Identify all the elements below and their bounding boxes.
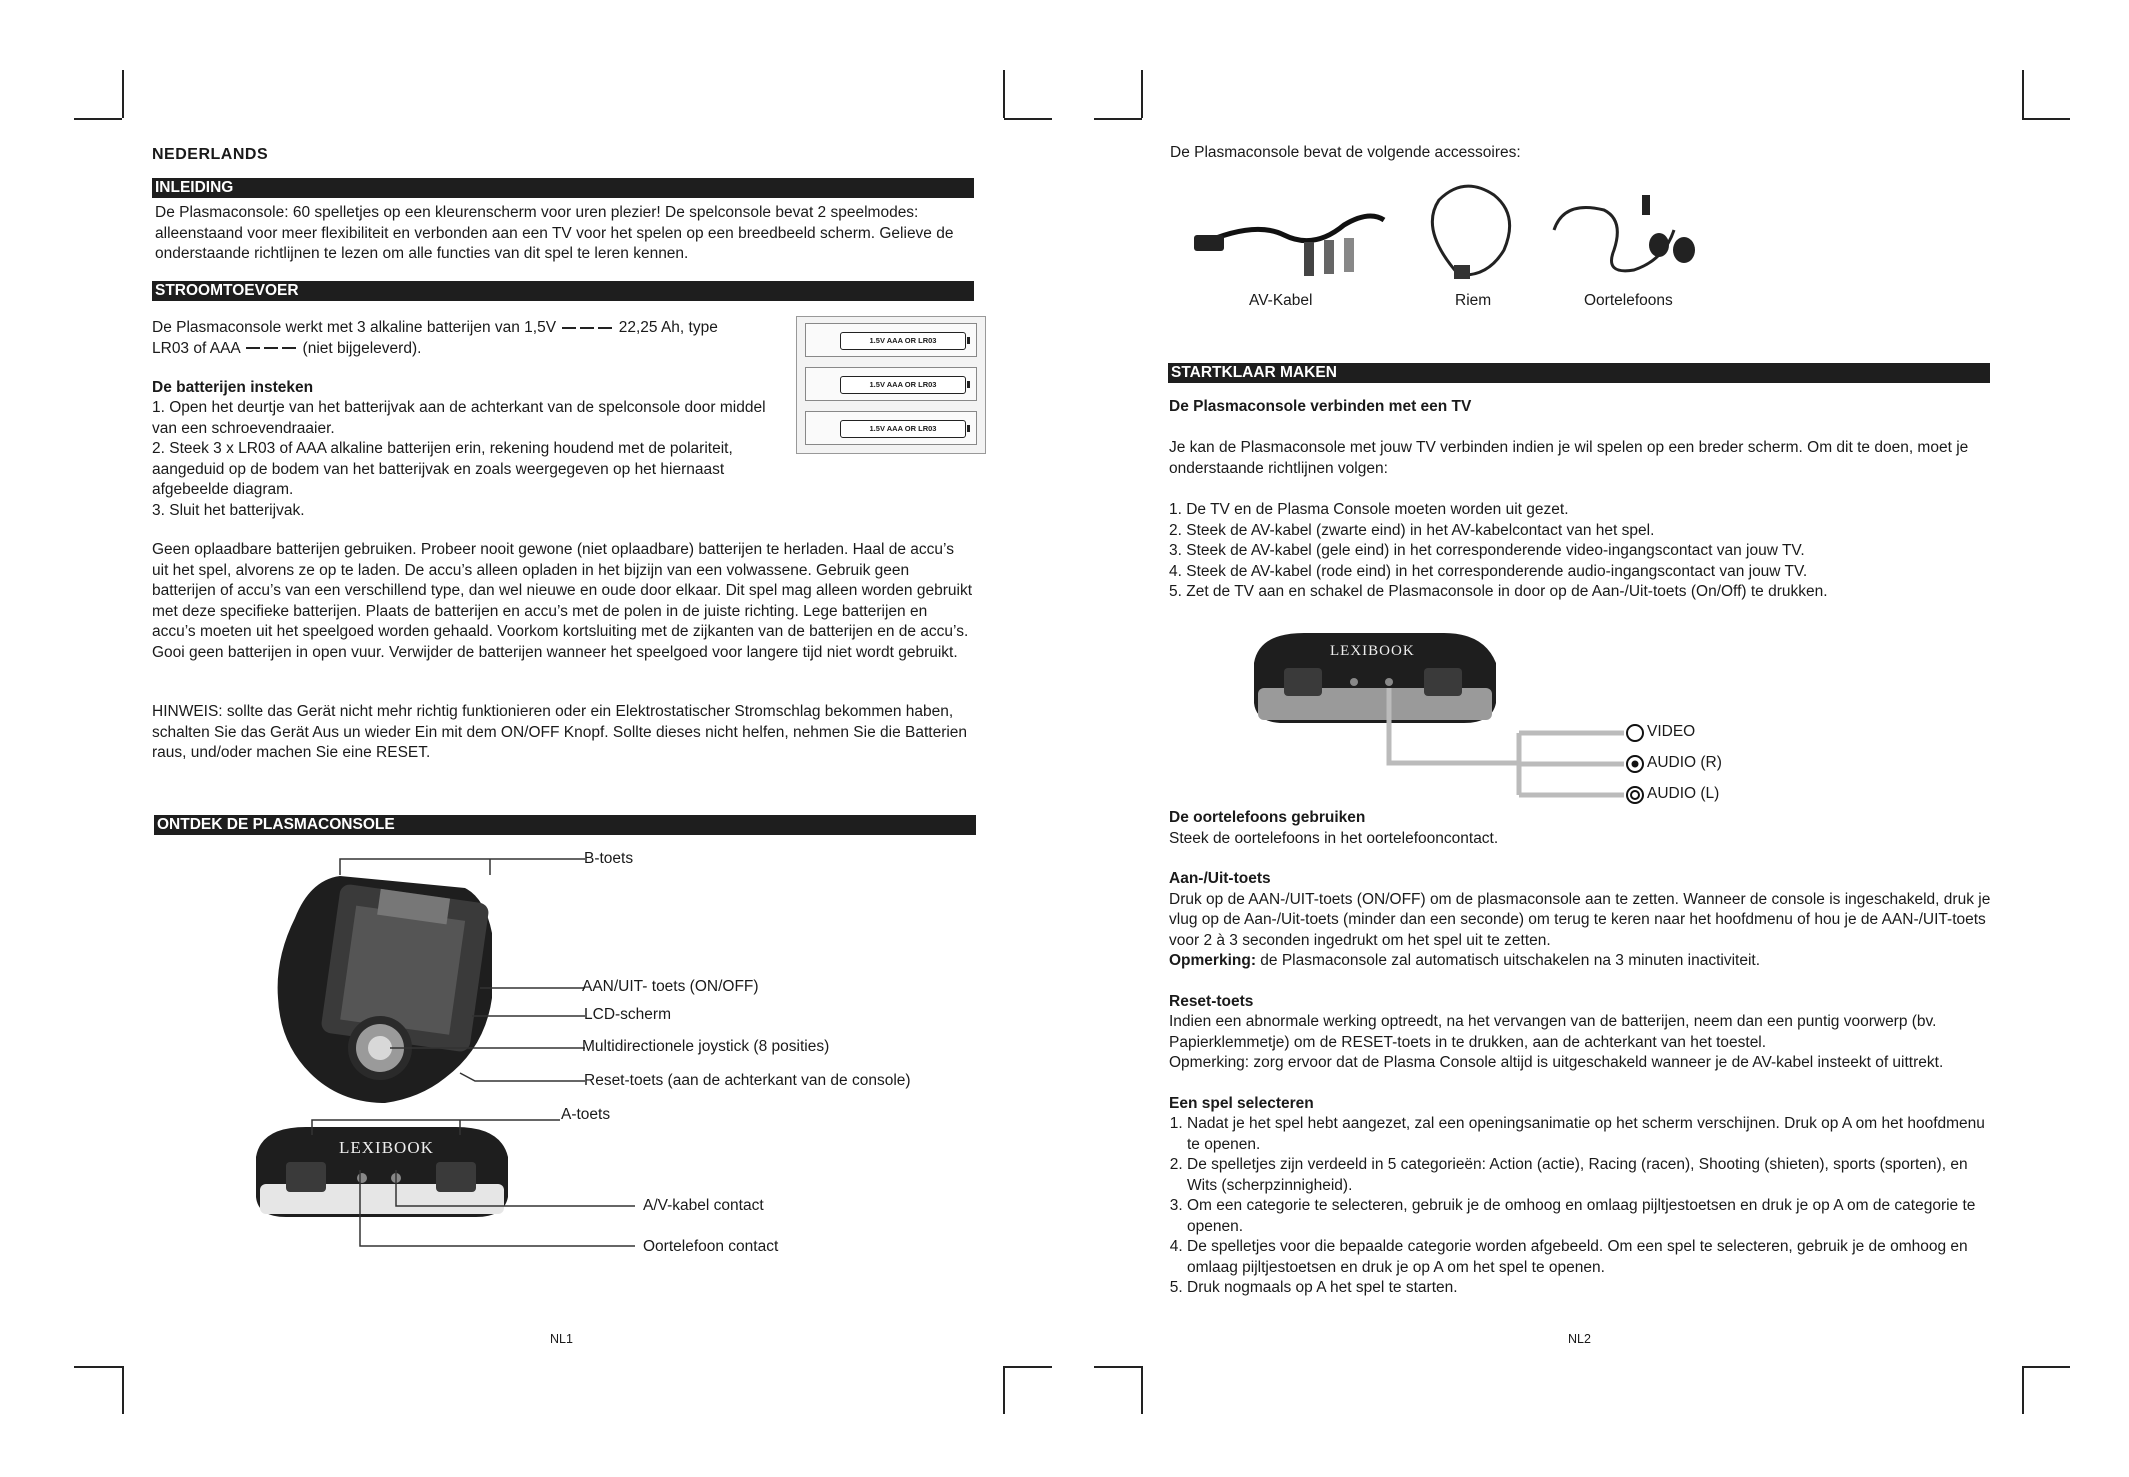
dc-symbol [244, 340, 298, 357]
hinweis-paragraph: HINWEIS: sollte das Gerät nicht mehr richtig funktionieren oder ein Elektrostatischer Stromschlag bekommen haben, schalten Sie das Gerät Aus un wieder Ein mit dem ON/OFF Knopf. Sollte dieses nicht helfen, nehmen Sie die Batterien raus, und/oder machen Sie eine RESET. [152, 703, 968, 761]
battery-slot [805, 411, 977, 445]
select-step: 2. De spelletjes zijn verdeeld in 5 categorieën: Action (actie), Racing (racen), Shooting (shieten), sports (sporten), en Wits (scherpzinnigheid). [1187, 1155, 1991, 1196]
tv-step: 3. Steek de AV-kabel (gele eind) in het corresponderende video-ingangscontact van jouw TV. [1169, 542, 1805, 559]
intro-paragraph: De Plasmaconsole: 60 spelletjes op een kleurenscherm voor uren plezier! De spelconsole bevat 2 speelmodes: alleenstaand voor meer flexibiliteit en verbonden aan een TV voor het spelen op een breedbeeld scherm. Gelieve de onderstaande richtlijnen te lezen om alle functies van dit spel te leren kennen. [155, 204, 954, 262]
tv-connection-diagram [1244, 628, 1724, 808]
tv-intro: Je kan de Plasmaconsole met jouw TV verbinden indien je wil spelen op een breder scherm. Om dit te doen, moet je onderstaande richtlijnen volgen: [1169, 439, 1969, 477]
reset-text: Indien een abnormale werking optreedt, na het vervangen van de batterijen, neem dan een puntig voorwerp (bv. Papierklemmetje) om de RESET-toets in te drukken, aan de achterkant van het toestel. [1169, 1013, 1937, 1051]
earphones-text: Steek de oortelefoons in het oortelefooncontact. [1169, 829, 1499, 847]
right-body [1169, 808, 1991, 1299]
accessory-label: Riem [1455, 292, 1492, 309]
power-heading: Aan-/Uit-toets [1169, 870, 1271, 887]
connector-audio-r: AUDIO (R) [1647, 754, 1722, 771]
label-earphone-contact: Oortelefoon contact [643, 1238, 779, 1255]
language-heading: NEDERLANDS [152, 146, 269, 163]
select-heading: Een spel selecteren [1169, 1094, 1314, 1112]
power-text-3: LR03 of AAA [152, 339, 240, 357]
battery-cell: 1.5V AAA OR LR03 [840, 420, 966, 438]
tv-steps [1169, 500, 1991, 603]
power-note-label: Opmerking: [1169, 952, 1256, 969]
insert-step: 1. Open het deurtje van het batterijvak aan de achterkant van de spelconsole door middel van een schroevendraaier. [152, 399, 766, 437]
label-av-contact: A/V-kabel contact [643, 1197, 764, 1214]
label-a-button: A-toets [561, 1106, 611, 1123]
tv-heading: De Plasmaconsole verbinden met een TV [1169, 398, 1472, 415]
battery-cell: 1.5V AAA OR LR03 [840, 376, 966, 394]
left-page [0, 0, 1064, 1477]
earphones-illustration [1544, 190, 1704, 290]
section-bar-intro: INLEIDING [152, 178, 974, 198]
connector-audio-l: AUDIO (L) [1647, 785, 1720, 802]
section-bar-discover: ONTDEK DE PLASMACONSOLE [154, 815, 976, 835]
label-lcd: LCD-scherm [584, 1006, 671, 1023]
av-cable-illustration [1194, 180, 1394, 280]
battery-cell: 1.5V AAA OR LR03 [840, 332, 966, 350]
battery-slot [805, 323, 977, 357]
leader-lines [330, 855, 610, 1095]
select-step: 1. Nadat je het spel hebt aangezet, zal een openingsanimatie op het scherm verschijnen. Druk op A om het hoofdmenu te openen. [1187, 1114, 1991, 1155]
select-steps [1169, 1114, 1991, 1299]
brand-logo: LEXIBOOK [339, 1138, 434, 1157]
page-number: NL1 [550, 1332, 573, 1346]
section-bar-setup: STARTKLAAR MAKEN [1168, 363, 1990, 383]
right-page [1064, 0, 2129, 1477]
strap-illustration [1409, 180, 1529, 285]
power-text: Druk op de AAN-/UIT-toets (ON/OFF) om de plasmaconsole aan te zetten. Wanneer de console is ingeschakeld, druk je vlug op de Aan-/Uit-toets (minder dan een seconde) om terug te keren naar het hoofdmenu of hou je de AAN-/UIT-toets voor 2 à 3 seconden ingedrukt om het spel uit te zetten. [1169, 890, 1991, 949]
power-note-text: de Plasmaconsole zal automatisch uitschakelen na 3 minuten inactiviteit. [1260, 952, 1761, 969]
select-step: 3. Om een categorie te selecteren, gebruik je de omhoog en omlaag pijltjestoetsen en druk je op A om de categorie te openen. [1187, 1196, 1991, 1237]
power-note [1169, 951, 1991, 972]
reset-note: Opmerking: zorg ervoor dat de Plasma Console altijd is uitgeschakeld wanneer je de AV-kabel insteekt of uittrekt. [1169, 1054, 1944, 1071]
power-text-2: 22,25 Ah, type [618, 319, 718, 336]
label-b-button: B-toets [584, 850, 634, 867]
insert-heading: De batterijen insteken [152, 379, 314, 396]
label-joystick: Multidirectionele joystick (8 posities) [582, 1038, 830, 1055]
leader-lines [300, 1110, 660, 1255]
battery-diagram [796, 316, 986, 454]
section-bar-power: STROOMTOEVOER [152, 281, 974, 301]
connector-video: VIDEO [1647, 723, 1696, 740]
tv-step: 1. De TV en de Plasma Console moeten worden uit gezet. [1169, 501, 1569, 518]
label-power-button: AAN/UIT- toets (ON/OFF) [582, 978, 759, 995]
tv-step: 5. Zet de TV aan en schakel de Plasmaconsole in door op de Aan-/Uit-toets (On/Off) te drukken. [1169, 583, 1828, 600]
label-reset: Reset-toets (aan de achterkant van de console) [584, 1072, 911, 1089]
select-step: 5. Druk nogmaals op A het spel te starten. [1187, 1278, 1991, 1299]
earphones-heading: De oortelefoons gebruiken [1169, 809, 1366, 826]
accessory-label: Oortelefoons [1584, 292, 1673, 309]
power-text-4: (niet bijgeleverd). [302, 339, 422, 357]
power-text-1: De Plasmaconsole werkt met 3 alkaline batterijen van 1,5V [152, 319, 557, 336]
select-step: 4. De spelletjes voor die bepaalde categorie worden afgebeeld. Om een spel te selecteren, gebruik je de omhoog en omlaag pijltjestoetsen en druk je op A om het spel te openen. [1187, 1237, 1991, 1278]
insert-step: 2. Steek 3 x LR03 of AAA alkaline batterijen erin, rekening houdend met de polariteit, aangeduid op de bodem van het batterijvak en zoals weergegeven op het hiernaast afgebeelde diagram. [152, 440, 733, 498]
reset-heading: Reset-toets [1169, 992, 1254, 1010]
battery-warning: Geen oplaadbare batterijen gebruiken. Probeer nooit gewone (niet oplaadbare) batterijen te herladen. Haal de accu’s uit het spel, alvorens ze op te laden. De accu’s alleen opladen in het bijzijn van een volwassene. Gebruik geen batterijen of accu’s van een verschillend type, dan wel nieuwe en oude door elkaar. Dit spel mag alleen worden gebruikt met deze specifieke batterijen. Plaats de batterijen en accu’s met de polen in de juiste richting. Lege batterijen en accu’s moeten uit het speelgoed worden gehaald. Voorkom kortsluiting met de zijkanten van de batterijen en de accu’s. Gooi geen batterijen in open vuur. Verwijder de batterijen wanneer het speelgoed voor langere tijd niet wordt gebruikt. [152, 541, 972, 661]
tv-step: 4. Steek de AV-kabel (rode eind) in het corresponderende audio-ingangscontact van jouw TV. [1169, 562, 1808, 580]
power-paragraph [152, 318, 762, 359]
tv-step: 2. Steek de AV-kabel (zwarte eind) in het AV-kabelcontact van het spel. [1169, 521, 1655, 539]
accessories-intro: De Plasmaconsole bevat de volgende accessoires: [1170, 144, 1521, 161]
dc-symbol [560, 319, 614, 336]
brand-logo: LEXIBOOK [1330, 643, 1415, 659]
insert-steps [152, 398, 782, 521]
accessory-label: AV-Kabel [1249, 292, 1313, 309]
insert-step: 3. Sluit het batterijvak. [152, 501, 305, 519]
page-number: NL2 [1568, 1332, 1591, 1346]
battery-slot [805, 367, 977, 401]
